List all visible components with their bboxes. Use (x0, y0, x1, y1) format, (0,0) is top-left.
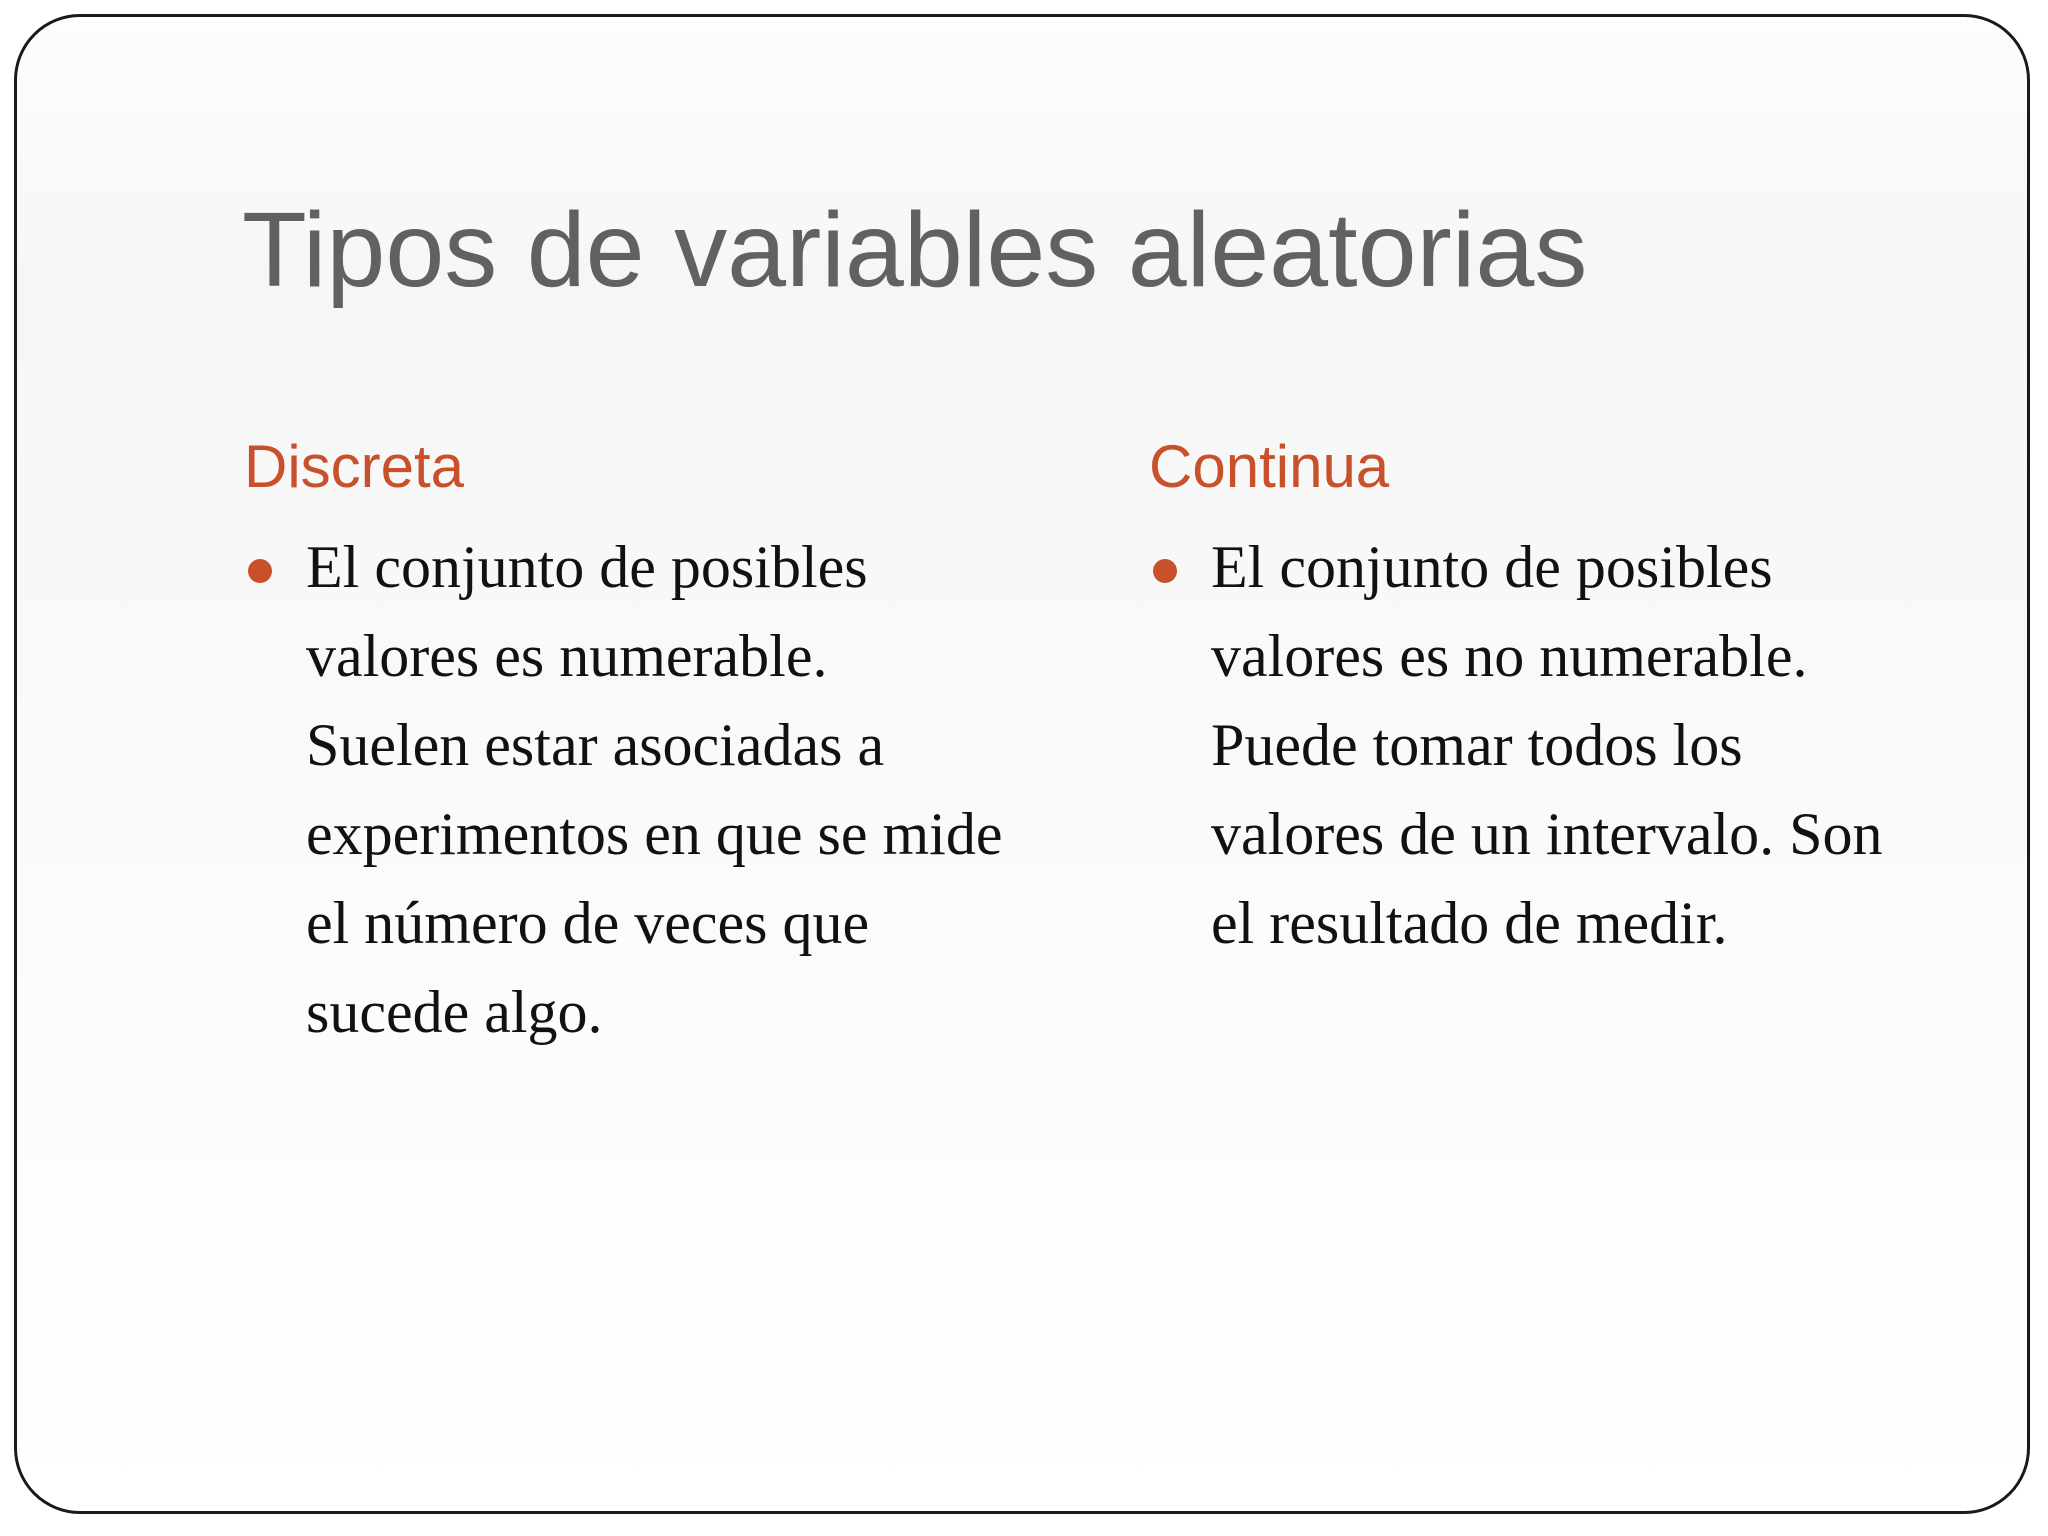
column-heading-discreta: Discreta (244, 433, 465, 500)
bullet-list-continua (1149, 523, 1909, 968)
bullet-dot-icon (1153, 559, 1177, 583)
column-heading-continua: Continua (1149, 433, 1390, 500)
bullet-text: El conjunto de posibles valores es numerable. Suelen estar asociadas a experimentos en que se mide el número de veces que sucede algo. (306, 534, 1003, 1045)
bullet-item (244, 523, 1004, 1057)
slide-frame (14, 14, 2030, 1514)
column-continua (1149, 427, 1909, 968)
bullet-list-discreta (244, 523, 1004, 1057)
slide-title: Tipos de variables aleatorias (242, 191, 1588, 309)
bullet-item (1149, 523, 1909, 968)
bullet-text: El conjunto de posibles valores es no numerable. Puede tomar todos los valores de un intervalo. Son el resultado de medir. (1211, 534, 1883, 956)
column-discreta (244, 427, 1004, 1057)
bullet-dot-icon (248, 559, 272, 583)
